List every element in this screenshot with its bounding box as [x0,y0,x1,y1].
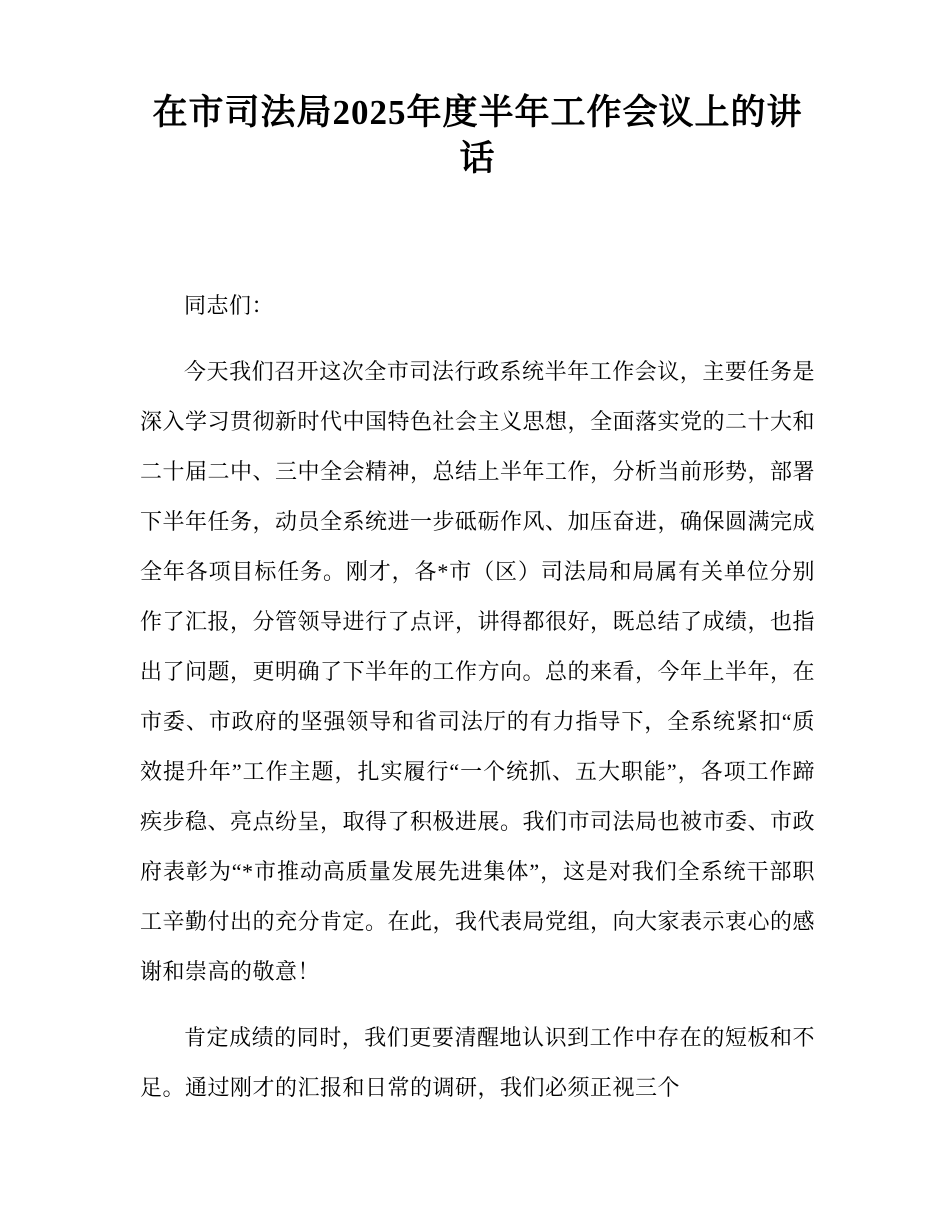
paragraph-body-2: 肯定成绩的同时，我们更要清醒地认识到工作中存在的短板和不足。通过刚才的汇报和日常的调研，我们必须正视三个 [140,1025,815,1100]
paragraph-salutation: 同志们： [184,293,275,318]
document-title: 在市司法局2025年度半年工作会议上的讲话 [152,93,803,178]
paragraph-body-1: 今天我们召开这次全市司法行政系统半年工作会议，主要任务是深入学习贯彻新时代中国特色社会主义思想，全面落实党的二十大和二十届二中、三中全会精神，总结上半年工作，分析当前形势，部署下半年任务，动员全系统进一步砥砺作风、加压奋进，确保圆满完成全年各项目标任务。刚才，各*市（区）司法局和局属有关单位分别作了汇报，分管领导进行了点评，讲得都很好，既总结了成绩，也指出了问题，更明确了下半年的工作方向。总的来看，今年上半年，在市委、市政府的坚强领导和省司法厅的有力指导下，全系统紧扣“质效提升年”工作主题，扎实履行“一个统抓、五大职能”，各项工作蹄疾步稳、亮点纷呈，取得了积极进展。我们市司法局也被市委、市政府表彰为“*市推动高质量发展先进集体”，这是对我们全系统干部职工辛勤付出的充分肯定。在此，我代表局党组，向大家表示衷心的感谢和崇高的敬意！ [140,359,816,984]
